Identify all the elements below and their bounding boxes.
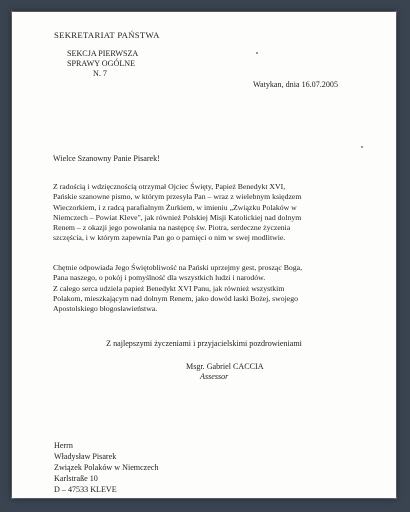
signature-name: Msgr. Gabriel CACCIA [186,362,264,371]
header-secretariat: SEKRETARIAT PAŃSTWA [54,30,160,40]
salutation: Wielce Szanowny Panie Pisarek! [53,154,160,163]
paragraph-line: Z radością i wdzięcznością otrzymał Ojciec Święty, Papież Benedykt XVI, [53,182,286,191]
scan-speck [361,146,363,148]
paragraph-line: Wieczorkiem, i z radcą parafialnym Żurkiem, w imieniu „Związku Polaków w [53,202,297,212]
paragraph-2 [53,263,363,314]
scan-speck [256,52,258,54]
paragraph-1 [53,182,363,244]
header-number: N. 7 [93,69,107,78]
header-section-subtitle: SPRAWY OGÓLNE [67,59,136,68]
paragraph-line: Polakom, mieszkającym nad dolnym Renem, jako dowód łaski Bożej, swojego [53,293,298,303]
paragraph-line: szczęścia, i w którym zapewnia Pan go o pamięci o nim w swej modlitwie. [53,233,286,243]
letter-page [12,12,396,498]
address-city: D – 47533 KLEVE [54,485,117,494]
paragraph-line: Pana naszego, o pokój i pomyślność dla wszystkich ludzi i narodów. [53,273,266,283]
address-name: Władysław Pisarek [54,452,117,461]
paragraph-line: Pańskie szanowne pismo, w którym przesyła Pan – wraz z wielebnym księdzem [53,192,302,202]
signature-title: Assessor [200,372,229,381]
paragraph-line: Niemczech – Powiat Kleve", jak również Polskiej Misji Katolickiej nad dolnym [53,212,302,222]
paragraph-line: Renem – z okazji jego powołania na następcę św. Piotra, serdeczne życzenia [53,223,291,233]
header-section: SEKCJA PIERWSZA [67,49,139,58]
paragraph-line: Apostolskiego błogosławieństwa. [53,304,158,314]
paragraph-line: Z całego serca udziela papież Benedykt XVI Panu, jak również wszystkim [53,283,285,293]
place-date: Watykan, dnia 16.07.2005 [253,80,338,89]
address-organization: Związek Polaków w Niemczech [54,463,159,472]
address-street: Karlstraße 10 [54,474,98,483]
address-salutation: Herrn [54,441,73,450]
paragraph-line: Chętnie odpowiada Jego Świętobliwość na Pański uprzejmy gest, prosząc Boga, [53,263,303,272]
closing-line: Z najlepszymi życzeniami i przyjacielskimi pozdrowieniami [106,339,302,348]
